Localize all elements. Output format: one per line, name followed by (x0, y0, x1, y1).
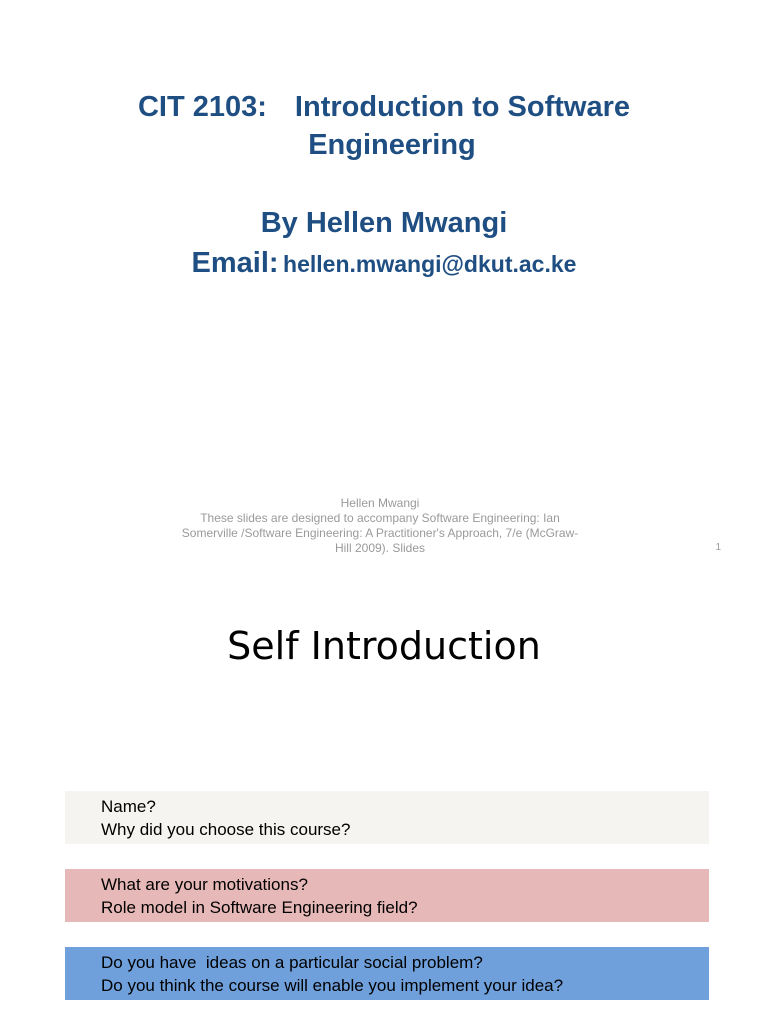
question-box-1-line-2: Why did you choose this course? (101, 820, 351, 839)
slide-footer (160, 496, 600, 556)
title-block (0, 88, 768, 287)
page-number: 1 (715, 542, 721, 553)
footer-line-4: Hill 2009). Slides (334, 541, 426, 555)
question-box-3 (65, 947, 709, 1000)
slide-title: Self Introduction (227, 624, 541, 668)
footer-line-2: These slides are designed to accompany Software Engineering: Ian (200, 511, 560, 525)
course-title-line-1 (0, 88, 768, 126)
question-box-2 (65, 869, 709, 922)
footer-line-1: Hellen Mwangi (340, 496, 420, 510)
course-title-line-2: Engineering (308, 129, 476, 161)
question-box-1-line-1: Name? (101, 797, 156, 816)
question-box-3-line-2: Do you think the course will enable you implement your idea? (101, 976, 564, 995)
email-label: Email: (191, 247, 279, 279)
email-line (0, 244, 768, 287)
slide-2 (0, 576, 768, 1024)
course-title-part-1: Introduction to Software (294, 91, 631, 123)
author-byline: By Hellen Mwangi (260, 207, 508, 239)
question-box-2-line-2: Role model in Software Engineering field? (101, 898, 418, 917)
question-box-3-line-1: Do you have ideas on a particular social problem? (101, 953, 483, 972)
question-box-1 (65, 791, 709, 844)
email-address: hellen.mwangi@dkut.ac.ke (283, 251, 577, 277)
footer-line-3: Somerville /Software Engineering: A Practitioner's Approach, 7/e (McGraw- (181, 526, 579, 540)
course-code: CIT 2103: (137, 91, 267, 123)
question-box-2-line-1: What are your motivations? (101, 875, 308, 894)
